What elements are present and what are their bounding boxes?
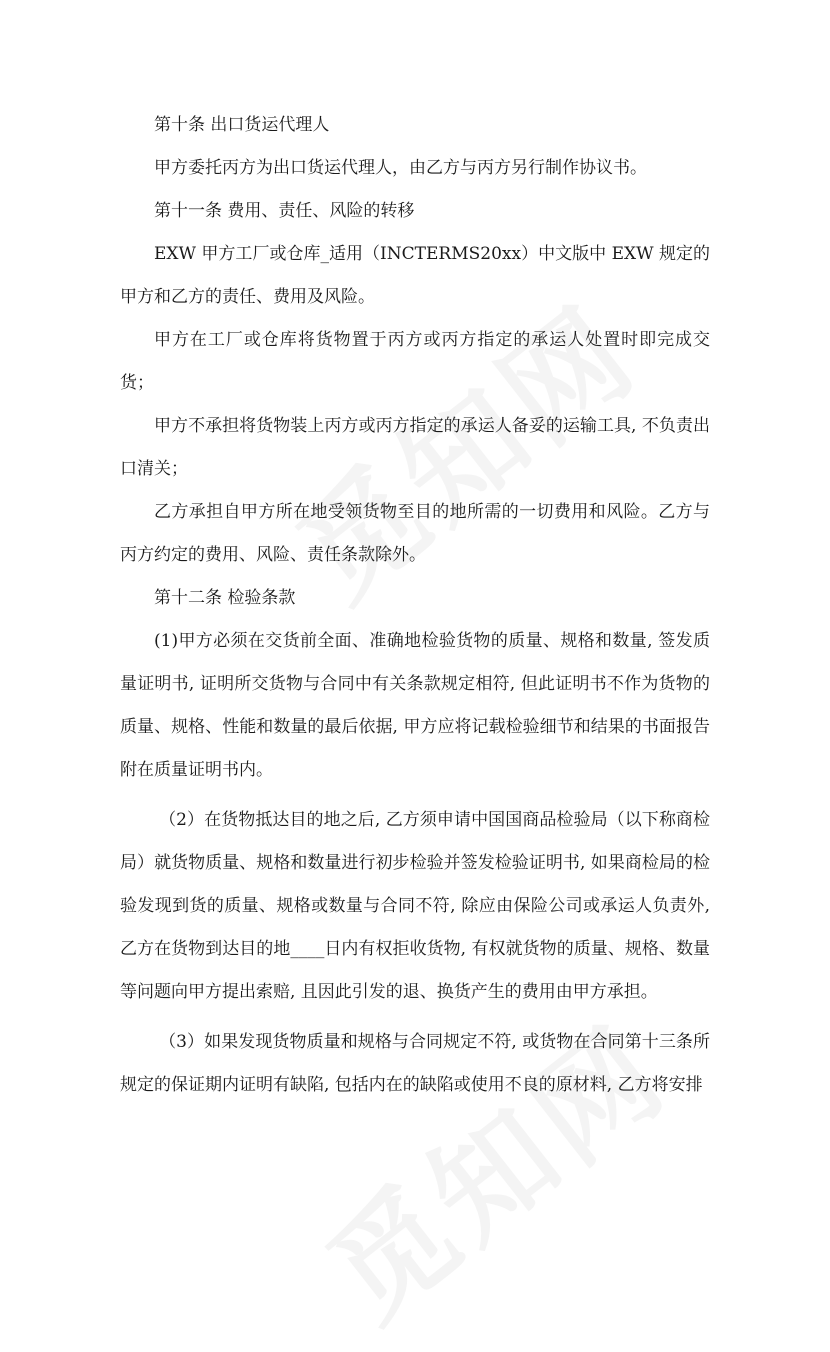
paragraph: EXW 甲方工厂或仓库_适用（INCTERMS20xx）中文版中 EXW 规定的甲方和乙方的责任、费用及风险。 [120, 244, 710, 307]
paragraph: 甲方在工厂或仓库将货物置于丙方或丙方指定的承运人处置时即完成交货； [120, 330, 710, 393]
inspection-clause-3: （3）如果发现货物质量和规格与合同规定不符, 或货物在合同第十三条所规定的保证期内证明有缺陷, 包括内在的缺陷或使用不良的原材料, 乙方将安排 [120, 1032, 710, 1095]
paragraph: 乙方承担自甲方所在地受领货物至目的地所需的一切费用和风险。乙方与丙方约定的费用、风险、责任条款除外。 [120, 502, 710, 565]
article-12-heading: 第十二条 检验条款 [154, 588, 296, 608]
article-10-heading: 第十条 出口货运代理人 [154, 115, 330, 135]
document-body [120, 104, 710, 1107]
spacer [120, 1014, 710, 1021]
paragraph: 甲方委托丙方为出口货运代理人，由乙方与丙方另行制作协议书。 [154, 158, 647, 178]
article-11-heading: 第十一条 费用、责任、风险的转移 [154, 201, 415, 221]
paragraph: 甲方不承担将货物装上丙方或丙方指定的承运人备妥的运输工具, 不负责出口清关； [120, 416, 710, 479]
inspection-clause-2: （2）在货物抵达目的地之后, 乙方须申请中国国商品检验局（以下称商检局）就货物质量、规格和数量进行初步检验并签发检验证明书, 如果商检局的检验发现到货的质量、规格或数量与合同不符, 除应由保险公司或承运人负责外, 乙方在货物到达目的地____日内有权拒收货物, 有权就货物的质量、规格、数量等问题向甲方提出索赔, 且因此引发的退、换货产生的费用由甲方承担。 [120, 810, 710, 1002]
inspection-clause-1: (1)甲方必须在交货前全面、准确地检验货物的质量、规格和数量, 签发质量证明书, 证明所交货物与合同中有关条款规定相符, 但此证明书不作为货物的质量、规格、性能和数量的最后依据, 甲方应将记载检验细节和结果的书面报告附在质量证明书内。 [120, 631, 710, 780]
spacer [120, 792, 710, 799]
